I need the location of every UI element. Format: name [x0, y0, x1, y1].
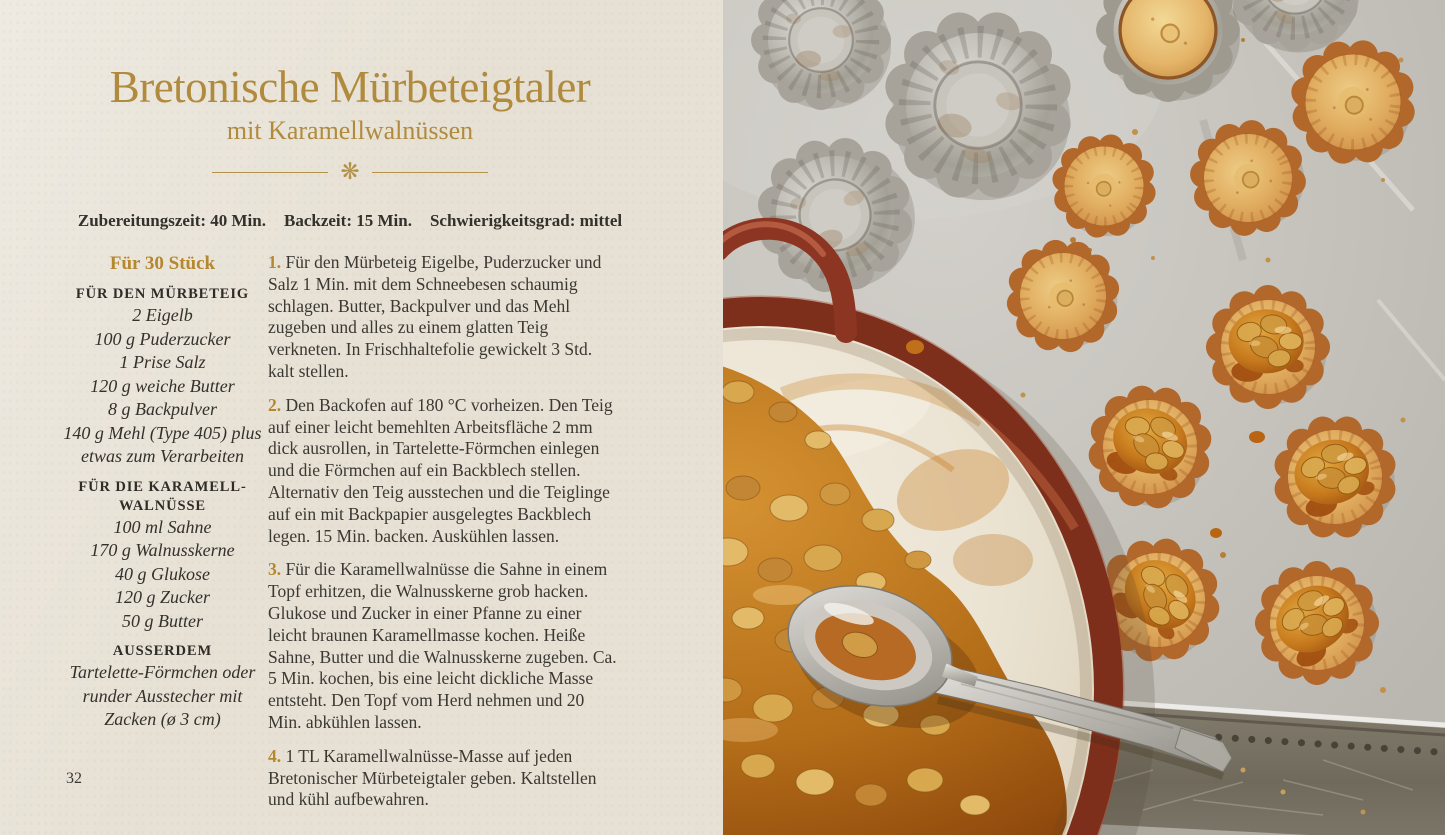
ingredient-item: 2 Eigelb	[132, 305, 193, 325]
bake-time: Backzeit: 15 Min.	[284, 211, 412, 230]
caramel-drip-on-rim	[906, 340, 924, 354]
ingredient-item: Tartelette-Förmchen oder runder Ausstecher mit Zacken (ø 3 cm)	[69, 662, 256, 729]
ingredients-groups	[60, 285, 265, 732]
ingredient-item: 8 g Backpulver	[108, 399, 217, 419]
food-photo	[723, 0, 1445, 835]
recipe-step: 4. 1 TL Karamellwalnüsse-Masse auf jeden Bretonischer Mürbeteigtaler geben. Kaltstellen und kühl aufbewahren.	[268, 745, 597, 810]
prep-time: Zubereitungszeit: 40 Min.	[77, 211, 266, 230]
step-number: 4.	[268, 745, 282, 766]
recipe-step: 2. Den Backofen auf 180 °C vorheizen. Den Teig auf einer leicht bemehlten Arbeitsfläche 2 mm dick ausrollen, in Tartelette-Förmchen einlegen und die Förmchen auf ein Backblech stellen. Alternativ den Teig ausstechen und die Teiglinge auf ein mit Backpapier ausgelegtes Backblech legen. 15 Min. backen. Auskühlen lassen.	[268, 394, 613, 546]
recipe-meta	[60, 211, 640, 231]
recipe-title: Bretonische Mürbeteigtaler	[109, 62, 591, 112]
recipe-step: 1. Für den Mürbeteig Eigelbe, Puderzucker und Salz 1 Min. mit dem Schneebesen schaumig schlagen. Butter, Backpulver und das Mehl zugeben und alles zu einem glatten Teig verkneten. In Frischhaltefolie gewickelt 3 Std. kalt stellen.	[268, 252, 602, 381]
caramel-droplet	[1249, 431, 1265, 443]
ingredient-item: 100 g Puderzucker	[94, 328, 231, 349]
difficulty: Schwierigkeitsgrad: mittel	[429, 211, 623, 230]
caramel-droplet	[1210, 528, 1222, 538]
ingredient-item: 100 ml Sahne	[113, 516, 212, 537]
ingredient-group-heading: AUSSERDEM	[112, 643, 213, 659]
ornament-line-right	[372, 172, 488, 173]
ingredient-group-heading: FÜR DIE KARAMELL-WALNÜSSE	[78, 478, 247, 514]
step-number: 1.	[268, 252, 282, 272]
ingredient-item: 170 g Walnusskerne	[90, 540, 235, 560]
ingredient-item: 140 g Mehl (Type 405) plus etwas zum Verarbeiten	[63, 422, 262, 466]
ornament-line-left	[212, 172, 328, 173]
recipe-columns	[60, 252, 640, 823]
ingredients-column	[60, 252, 265, 823]
recipe-content	[60, 0, 640, 823]
ingredient-item: 50 g Butter	[122, 610, 203, 631]
ingredient-item: 120 g weiche Butter	[90, 375, 235, 396]
ingredient-item: 40 g Glukose	[115, 563, 210, 584]
steps	[268, 252, 620, 823]
photo-page	[723, 0, 1445, 835]
snowflake-ornament-icon: ❋	[340, 159, 360, 185]
ingredient-item: 1 Prise Salz	[119, 352, 206, 372]
yield-label: Für 30 Stück	[109, 253, 216, 274]
ingredient-group-heading: FÜR DEN MÜRBETEIG	[75, 286, 250, 302]
page-number: 32	[66, 770, 82, 787]
recipe-step: 3. Für die Karamellwalnüsse die Sahne in einem Topf erhitzen, die Walnusskerne grob hacken. Glukose und Zucker in einer Pfanne zu einer leicht braunen Karamellmasse kochen. Heiße Sahne, Butter und die Walnusskerne zugeben. Ca. 5 Min. kochen, bis eine leicht dickliche Masse entsteht. Den Topf vom Herd nehmen und 20 Min. abkühlen lassen.	[268, 559, 617, 732]
recipe-subtitle: mit Karamellwalnüssen	[226, 116, 474, 145]
step-number: 2.	[268, 394, 282, 415]
ornament-divider	[60, 161, 640, 184]
step-number: 3.	[268, 559, 282, 580]
ingredient-item: 120 g Zucker	[115, 587, 210, 607]
